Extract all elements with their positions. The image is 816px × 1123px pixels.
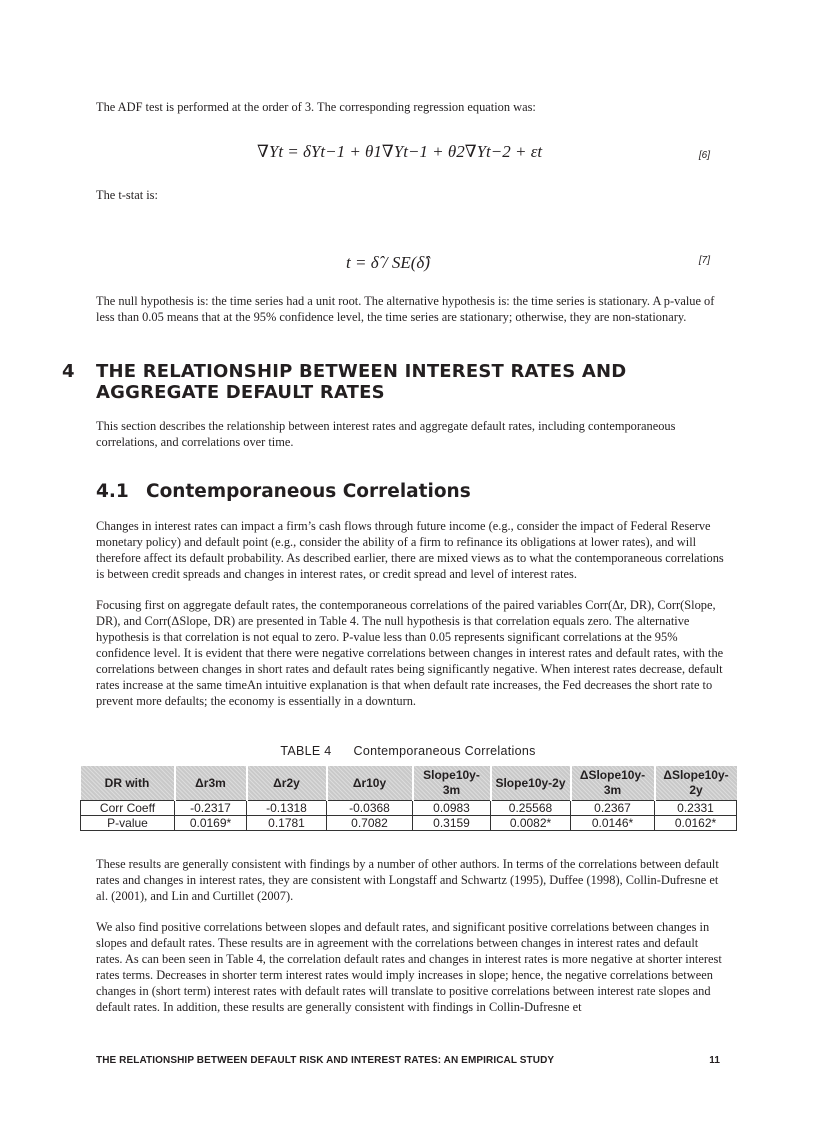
tstat-label: The t-stat is: (96, 188, 158, 202)
table-cell: 0.0146* (571, 816, 655, 831)
table-header-row (81, 766, 737, 801)
table-cell: 0.2331 (655, 801, 737, 816)
table-cell: 0.2367 (571, 801, 655, 816)
table-title: Contemporaneous Correlations (353, 744, 536, 758)
subsection-title: Contemporaneous Correlations (146, 481, 471, 502)
equation-6-number: [6] (698, 150, 710, 161)
table-cell: P-value (81, 816, 175, 831)
page-number: 11 (709, 1055, 720, 1066)
table-cell: 0.1781 (247, 816, 327, 831)
subsection-paragraph-2: Focusing first on aggregate default rates, the contemporaneous correlations of the paired variables Corr(Δr, DR), Corr(Slope, DR), and Corr(ΔSlope, DR) are presented in Table 4. The null hypothesis is that correlation equals zero. The alternative hypothesis is that correlation is not equal to zero. P-value less than 0.05 represents significant correlations at the 95% confidence level. It is evident that there were negative correlations between changes in interest rates and default rates, with the correlations between changes in short rates and default rates being significantly negative. When interest rates decrease, default rates increase at the same timeAn intuitive explanation is that when default rate increases, the Fed decreases the short rate to prevent more defaults; the economy is essentially in a downturn. (96, 598, 724, 708)
table-cell: -0.0368 (327, 801, 413, 816)
section-number: 4 (62, 361, 75, 382)
results-paragraph-2: We also find positive correlations between slopes and default rates, and significant positive correlations between changes in slopes and default rates. These results are in agreement with the correlations between changes in interest rates and default rates. As can been seen in Table 4, the correlation default rates and changes in interest rates is more negative at shorter interest rates terms. Decreases in shorter term interest rates would imply increases in slope; hence, the negative correlations between changes in (short term) interest rates with default rates will translate to positive correlations between interest rate slopes and default rates. In addition, these results are generally consistent with findings in Collin-Dufresne et (96, 920, 722, 1014)
subsection-paragraph-1: Changes in interest rates can impact a firm’s cash flows through future income (e.g., consider the impact of Federal Reserve monetary policy) and default point (e.g., consider the ability of a firm to refinance its obligations at lower rates), and will therefore affect its default probability. As described earlier, there are mixed views as to what the contemporaneous correlations is between credit spreads and changes in interest rates, or credit spread and level of interest rates. (96, 519, 724, 581)
table-label: TABLE 4 (280, 744, 332, 758)
table-row (81, 816, 737, 831)
table-caption (0, 744, 816, 758)
equation-7-number: [7] (698, 255, 710, 266)
table-cell: 0.0983 (413, 801, 491, 816)
intro-text: The ADF test is performed at the order of 3. The corresponding regression equation was: (96, 100, 536, 114)
table-cell: 0.0162* (655, 816, 737, 831)
table-cell: 0.0082* (491, 816, 571, 831)
footer-title: THE RELATIONSHIP BETWEEN DEFAULT RISK AND INTEREST RATES: AN EMPIRICAL STUDY (96, 1055, 555, 1066)
table-cell: 0.25568 (491, 801, 571, 816)
page-footer (96, 1055, 720, 1066)
table-header-cell: Slope10y-2y (491, 766, 571, 801)
section-title: THE RELATIONSHIP BETWEEN INTEREST RATES AND AGGREGATE DEFAULT RATES (96, 361, 627, 403)
table-row (81, 801, 737, 816)
equation-6 (257, 142, 542, 162)
table-header-cell: Δr10y (327, 766, 413, 801)
table-header-cell: Δr2y (247, 766, 327, 801)
table-cell: -0.1318 (247, 801, 327, 816)
table-header-cell: DR with (81, 766, 175, 801)
table-cell: -0.2317 (175, 801, 247, 816)
table-header-cell: Slope10y-3m (413, 766, 491, 801)
equation-7 (346, 253, 430, 273)
correlations-table (80, 766, 737, 831)
equation-7-text: t = δ̂ / SE(δ̂) (346, 253, 430, 272)
table-cell: 0.0169* (175, 816, 247, 831)
table-header-cell: ΔSlope10y-2y (655, 766, 737, 801)
table-header-cell: Δr3m (175, 766, 247, 801)
results-paragraph-1: These results are generally consistent with findings by a number of other authors. In terms of the correlations between default rates and changes in interest rates, they are consistent with Longstaff and Schwartz (1995), Duffee (1998), Collin-Dufresne et al. (2001), and Lin and Curtillet (2007). (96, 857, 719, 903)
table-cell: 0.3159 (413, 816, 491, 831)
table-cell: Corr Coeff (81, 801, 175, 816)
hypothesis-text: The null hypothesis is: the time series had a unit root. The alternative hypothesis is: the time series is stationary. A p-value of less than 0.05 means that at the 95% confidence level, the time series are stationary; otherwise, they are non-stationary. (96, 294, 715, 324)
table-header-cell: ΔSlope10y-3m (571, 766, 655, 801)
table-cell: 0.7082 (327, 816, 413, 831)
subsection-number: 4.1 (96, 481, 129, 502)
equation-6-text: ∇Yt = δYt−1 + θ1∇Yt−1 + θ2∇Yt−2 + εt (257, 142, 543, 161)
section-intro: This section describes the relationship between interest rates and aggregate default rates, including contemporaneous correlations, and correlations over time. (96, 419, 676, 449)
